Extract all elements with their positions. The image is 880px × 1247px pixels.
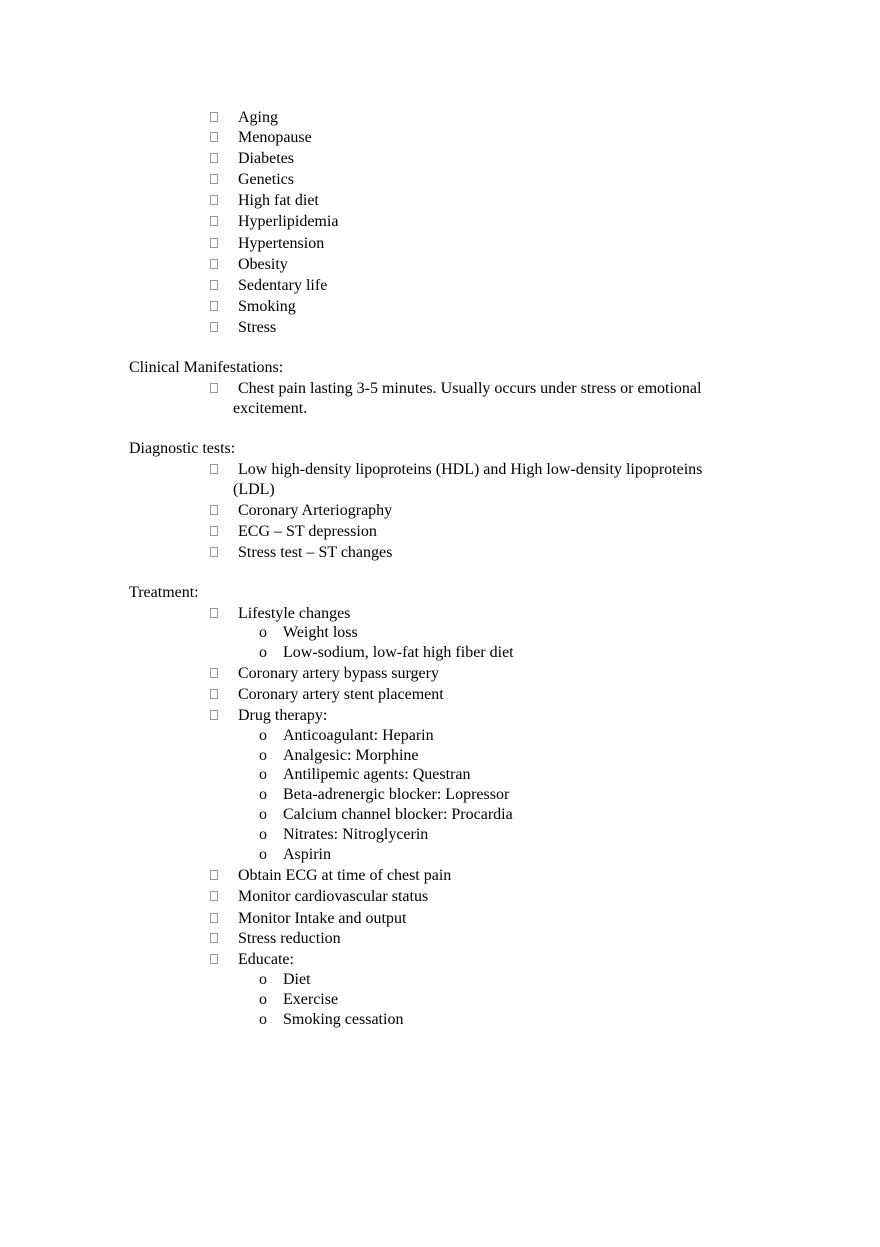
sub-list-item: Nitrates: Nitroglycerin	[283, 826, 429, 843]
sub-list-item: Diet	[283, 971, 311, 988]
bullet-box-icon	[210, 505, 218, 515]
bullet-box-icon	[210, 870, 218, 880]
sub-list-item: Beta-adrenergic blocker: Lopressor	[283, 786, 510, 803]
list-item: Coronary Arteriography	[238, 502, 393, 519]
list-item: Stress	[238, 319, 277, 336]
bullet-box-icon	[210, 913, 218, 923]
bullet-box-icon	[210, 301, 218, 311]
sub-bullet: o	[259, 786, 267, 803]
list-item: Aging	[238, 109, 278, 126]
bullet-box-icon	[210, 547, 218, 557]
sub-bullet: o	[259, 747, 267, 764]
sub-bullet: o	[259, 624, 267, 641]
sub-list-item: Analgesic: Morphine	[283, 747, 419, 764]
list-item: Diabetes	[238, 150, 294, 167]
sub-list-item: Anticoagulant: Heparin	[283, 727, 434, 744]
sub-bullet: o	[259, 806, 267, 823]
bullet-box-icon	[210, 132, 218, 142]
bullet-box-icon	[210, 668, 218, 678]
sub-list-item: Antilipemic agents: Questran	[283, 766, 471, 783]
list-item: Educate:	[238, 951, 294, 968]
sub-bullet: o	[259, 766, 267, 783]
diagnostic-item-line2: (LDL)	[233, 481, 275, 498]
bullet-box-icon	[210, 608, 218, 618]
list-item: Hyperlipidemia	[238, 213, 339, 230]
sub-list-item: Aspirin	[283, 846, 331, 863]
list-item: Hypertension	[238, 235, 325, 252]
sub-list-item: Exercise	[283, 991, 339, 1008]
sub-bullet: o	[259, 644, 267, 661]
bullet-box-icon	[210, 689, 218, 699]
sub-list-item: Calcium channel blocker: Procardia	[283, 806, 513, 823]
bullet-box-icon	[210, 280, 218, 290]
list-item: High fat diet	[238, 192, 319, 209]
sub-bullet: o	[259, 1011, 267, 1028]
diagnostic-item-line1: Low high-density lipoproteins (HDL) and High low-density lipoproteins	[238, 461, 703, 478]
list-item: Genetics	[238, 171, 294, 188]
list-item: Stress reduction	[238, 930, 341, 947]
list-item: Coronary artery stent placement	[238, 686, 444, 703]
list-item: Smoking	[238, 298, 296, 315]
bullet-box-icon	[210, 174, 218, 184]
sub-bullet: o	[259, 991, 267, 1008]
list-item: Menopause	[238, 129, 312, 146]
bullet-box-icon	[210, 153, 218, 163]
bullet-box-icon	[210, 259, 218, 269]
list-item: Monitor cardiovascular status	[238, 888, 429, 905]
bullet-box-icon	[210, 710, 218, 720]
bullet-box-icon	[210, 216, 218, 226]
list-item: Drug therapy:	[238, 707, 328, 724]
sub-bullet: o	[259, 971, 267, 988]
sub-bullet: o	[259, 727, 267, 744]
sub-list-item: Weight loss	[283, 624, 358, 641]
list-item: ECG – ST depression	[238, 523, 377, 540]
sub-list-item: Smoking cessation	[283, 1011, 404, 1028]
treatment-heading: Treatment:	[129, 584, 199, 601]
bullet-box-icon	[210, 112, 218, 122]
bullet-box-icon	[210, 891, 218, 901]
diagnostic-heading: Diagnostic tests:	[129, 440, 236, 457]
bullet-box-icon	[210, 464, 218, 474]
sub-bullet: o	[259, 826, 267, 843]
bullet-box-icon	[210, 526, 218, 536]
list-item: Obtain ECG at time of chest pain	[238, 867, 452, 884]
list-item: Sedentary life	[238, 277, 328, 294]
list-item: Stress test – ST changes	[238, 544, 393, 561]
bullet-box-icon	[210, 322, 218, 332]
bullet-box-icon	[210, 238, 218, 248]
clinical-heading: Clinical Manifestations:	[129, 359, 284, 376]
clinical-item-line1: Chest pain lasting 3-5 minutes. Usually occurs under stress or emotional	[238, 380, 702, 397]
bullet-box-icon	[210, 383, 218, 393]
list-item: Lifestyle changes	[238, 605, 351, 622]
bullet-box-icon	[210, 195, 218, 205]
bullet-box-icon	[210, 933, 218, 943]
list-item: Coronary artery bypass surgery	[238, 665, 439, 682]
sub-list-item: Low-sodium, low-fat high fiber diet	[283, 644, 514, 661]
clinical-item-line2: excitement.	[233, 400, 308, 417]
sub-bullet: o	[259, 846, 267, 863]
list-item: Obesity	[238, 256, 288, 273]
list-item: Monitor Intake and output	[238, 910, 407, 927]
bullet-box-icon	[210, 954, 218, 964]
